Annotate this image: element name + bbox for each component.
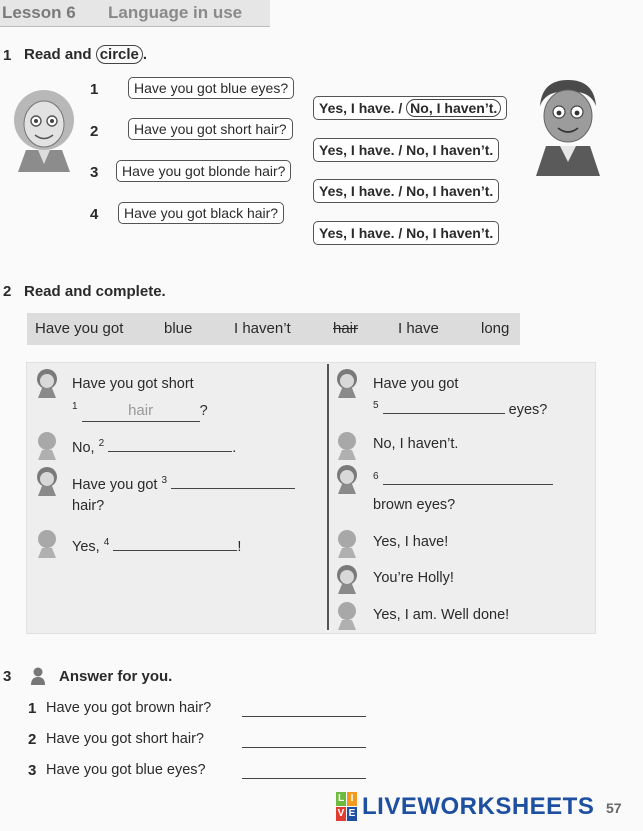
- liveworksheets-logo-icon: [336, 792, 358, 822]
- boy-avatar-icon: [36, 430, 58, 460]
- answer-line-1[interactable]: [242, 715, 366, 717]
- word-bank-item: Have you got: [35, 320, 124, 337]
- girl-character-icon: [8, 84, 80, 172]
- answer-question-2: Have you got short hair?: [46, 731, 204, 747]
- blank-number-5: 5: [373, 400, 379, 411]
- line-4-text: Yes,: [72, 538, 104, 555]
- girl-avatar-icon: [36, 368, 58, 398]
- blank-number-4: 4: [103, 537, 110, 548]
- answer-question-3: Have you got blue eyes?: [46, 762, 206, 778]
- section-1-title: [24, 46, 147, 63]
- boy-avatar-icon: [336, 600, 358, 630]
- line-5-end: eyes?: [508, 401, 548, 418]
- line-2-end: .: [232, 439, 237, 456]
- lesson-title: Language in use: [108, 3, 243, 22]
- boy-avatar-icon: [336, 430, 358, 460]
- section-2-number: 2: [3, 283, 12, 300]
- q-number-1: 1: [28, 700, 37, 717]
- answer-yes-2: Yes, I have. /: [319, 142, 407, 158]
- logo-letter: I: [347, 792, 357, 806]
- dialogue-line-10: Yes, I am. Well done!: [373, 607, 510, 623]
- line-2-text: No,: [72, 439, 99, 456]
- logo-letter: L: [337, 793, 345, 804]
- person-icon: [30, 667, 46, 685]
- section-3-number: 3: [3, 668, 12, 685]
- answer-bubble-2[interactable]: [313, 138, 499, 162]
- section-3-title: Answer for you.: [59, 668, 173, 685]
- answer-yes-4: Yes, I have. /: [319, 225, 407, 241]
- section-2-title: Read and complete.: [24, 283, 166, 300]
- girl-avatar-icon: [336, 368, 358, 398]
- word-bank-item: blue: [164, 320, 193, 337]
- dialogue-line-7b: brown eyes?: [373, 497, 456, 513]
- answer-bubble-4[interactable]: [313, 221, 499, 245]
- dialogue-line-7: [373, 467, 553, 491]
- q1-end: ?: [199, 402, 208, 419]
- item-4-number: 4: [90, 206, 99, 223]
- blank-6[interactable]: [383, 484, 553, 485]
- answer-question-1: Have you got brown hair?: [46, 700, 212, 716]
- word-bank-item: I have: [398, 320, 439, 337]
- answer-yes-1: Yes, I have. /: [319, 100, 407, 116]
- answer-no-1-circled: No, I haven’t.: [406, 99, 501, 117]
- boy-avatar-icon: [36, 528, 58, 558]
- blank-5[interactable]: [383, 413, 505, 414]
- dialogue-divider: [327, 364, 329, 630]
- word-bank-item-used: hair: [333, 320, 359, 337]
- logo-letter: E: [348, 808, 356, 819]
- answer-bubble-3[interactable]: [313, 179, 499, 203]
- dialogue-line-1: Have you got short: [72, 376, 194, 392]
- answer-line-2[interactable]: [242, 746, 366, 748]
- girl-avatar-icon: [336, 564, 358, 594]
- line-4-end: !: [237, 538, 242, 555]
- dialogue-line-4: [72, 533, 241, 557]
- question-bubble-3: Have you got blonde hair?: [116, 160, 291, 182]
- answer-yes-3: Yes, I have. /: [319, 183, 407, 199]
- dialogue-line-6: No, I haven’t.: [373, 436, 459, 452]
- item-3-number: 3: [90, 164, 99, 181]
- word-bank-item: long: [481, 320, 510, 337]
- q-number-2: 2: [28, 731, 37, 748]
- circled-word: circle: [96, 45, 143, 64]
- section-1-title-text: Read and: [24, 46, 96, 63]
- dialogue-line-3: [72, 471, 295, 495]
- girl-avatar-icon: [36, 466, 58, 496]
- line-3-text: Have you got: [72, 476, 162, 493]
- blank-4[interactable]: [113, 550, 237, 551]
- dialogue-line-5b: [373, 396, 547, 420]
- answer-no-3: No, I haven’t.: [406, 183, 494, 199]
- blank-number-1: 1: [72, 401, 78, 412]
- dialogue-line-9: You’re Holly!: [373, 570, 454, 586]
- dialogue-line-8: Yes, I have!: [373, 534, 449, 550]
- blank-number-2: 2: [98, 438, 105, 449]
- item-2-number: 2: [90, 123, 99, 140]
- section-1-number: 1: [3, 47, 12, 64]
- question-bubble-4: Have you got black hair?: [118, 202, 284, 224]
- header-divider: [0, 26, 270, 27]
- answer-line-3[interactable]: [242, 777, 366, 779]
- blank-number-6: 6: [373, 471, 379, 482]
- lesson-label: Lesson 6: [2, 3, 76, 22]
- blank-2[interactable]: [108, 451, 232, 452]
- blank-3[interactable]: [171, 488, 295, 489]
- dialogue-line-3b: hair?: [72, 498, 105, 514]
- blank-number-3: 3: [161, 475, 168, 486]
- section-1-title-end: .: [142, 46, 148, 63]
- word-bank-item: I haven’t: [234, 320, 291, 337]
- answer-no-4: No, I haven’t.: [406, 225, 494, 241]
- question-bubble-1: Have you got blue eyes?: [128, 77, 294, 99]
- answer-bubble-1[interactable]: [313, 96, 507, 120]
- boy-character-icon: [532, 76, 604, 176]
- logo-letter: V: [337, 808, 345, 819]
- dialogue-line-1b: [72, 397, 208, 422]
- item-1-number: 1: [90, 81, 99, 98]
- liveworksheets-logo-text: LIVEWORKSHEETS: [362, 793, 595, 820]
- q-number-3: 3: [28, 762, 37, 779]
- boy-avatar-icon: [336, 528, 358, 558]
- girl-avatar-icon: [336, 464, 358, 494]
- page-number: 57: [606, 800, 622, 816]
- answer-no-2: No, I haven’t.: [406, 142, 494, 158]
- dialogue-line-5: Have you got: [373, 376, 459, 392]
- blank-1-filled[interactable]: hair: [82, 401, 200, 422]
- dialogue-line-2: [72, 434, 236, 458]
- question-bubble-2: Have you got short hair?: [128, 118, 293, 140]
